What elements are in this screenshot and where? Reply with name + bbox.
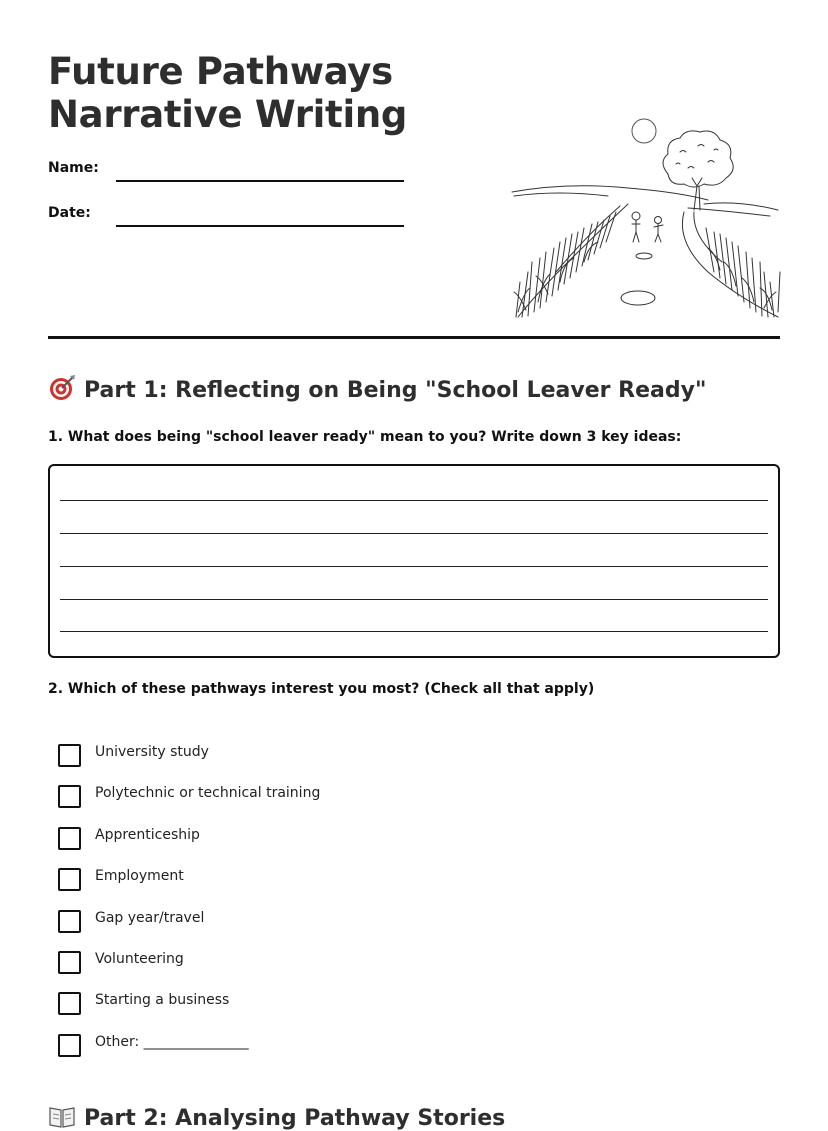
book-icon: [48, 1102, 76, 1130]
answer-line[interactable]: [60, 566, 768, 567]
option-label: Other: _______________: [95, 1033, 249, 1050]
name-line[interactable]: [116, 180, 404, 182]
answer-line[interactable]: [60, 500, 768, 501]
pathway-options: [58, 742, 458, 1073]
option-university-study[interactable]: [58, 742, 458, 783]
answer-line[interactable]: [60, 533, 768, 534]
option-volunteering[interactable]: [58, 949, 458, 990]
worksheet-title: [48, 50, 407, 136]
part1-heading: [48, 374, 706, 403]
option-apprenticeship[interactable]: [58, 825, 458, 866]
option-label: Volunteering: [95, 950, 184, 967]
option-label: University study: [95, 744, 209, 760]
checkbox[interactable]: [58, 827, 81, 850]
option-label: Gap year/travel: [95, 909, 205, 926]
checkbox[interactable]: [58, 910, 81, 933]
option-employment[interactable]: [58, 866, 458, 907]
part1-heading-text: Part 1: Reflecting on Being "School Leaver Ready": [84, 378, 707, 403]
answer-line[interactable]: [60, 599, 768, 600]
option-label: Polytechnic or technical training: [95, 785, 321, 802]
option-other[interactable]: [58, 1032, 458, 1073]
part2-heading: [48, 1102, 505, 1131]
header-divider: [48, 336, 780, 339]
checkbox[interactable]: [58, 1034, 81, 1057]
checkbox[interactable]: [58, 951, 81, 974]
title-line-1: Future Pathways: [48, 50, 393, 93]
question-2: 2. Which of these pathways interest you most? (Check all that apply): [48, 681, 595, 697]
option-polytechnic[interactable]: [58, 783, 458, 824]
question-1: 1. What does being "school leaver ready" mean to you? Write down 3 key ideas:: [48, 429, 682, 445]
option-label: Apprenticeship: [95, 826, 200, 843]
checkbox[interactable]: [58, 992, 81, 1015]
checkbox[interactable]: [58, 868, 81, 891]
title-line-2: Narrative Writing: [48, 93, 408, 136]
part2-heading-text: Part 2: Analysing Pathway Stories: [84, 1106, 506, 1131]
date-field[interactable]: [48, 205, 408, 229]
checkbox[interactable]: [58, 785, 81, 808]
option-label: Starting a business: [95, 992, 230, 1009]
answer-line[interactable]: [60, 631, 768, 632]
answer-box[interactable]: [48, 464, 780, 658]
name-field[interactable]: [48, 160, 408, 184]
date-label: Date:: [48, 205, 91, 221]
pathway-illustration-icon: [508, 112, 782, 322]
dart-target-icon: [48, 374, 76, 402]
option-gap-year[interactable]: [58, 908, 458, 949]
option-label: Employment: [95, 868, 184, 885]
name-label: Name:: [48, 160, 99, 176]
checkbox[interactable]: [58, 744, 81, 767]
option-starting-business[interactable]: [58, 990, 458, 1031]
date-line[interactable]: [116, 225, 404, 227]
